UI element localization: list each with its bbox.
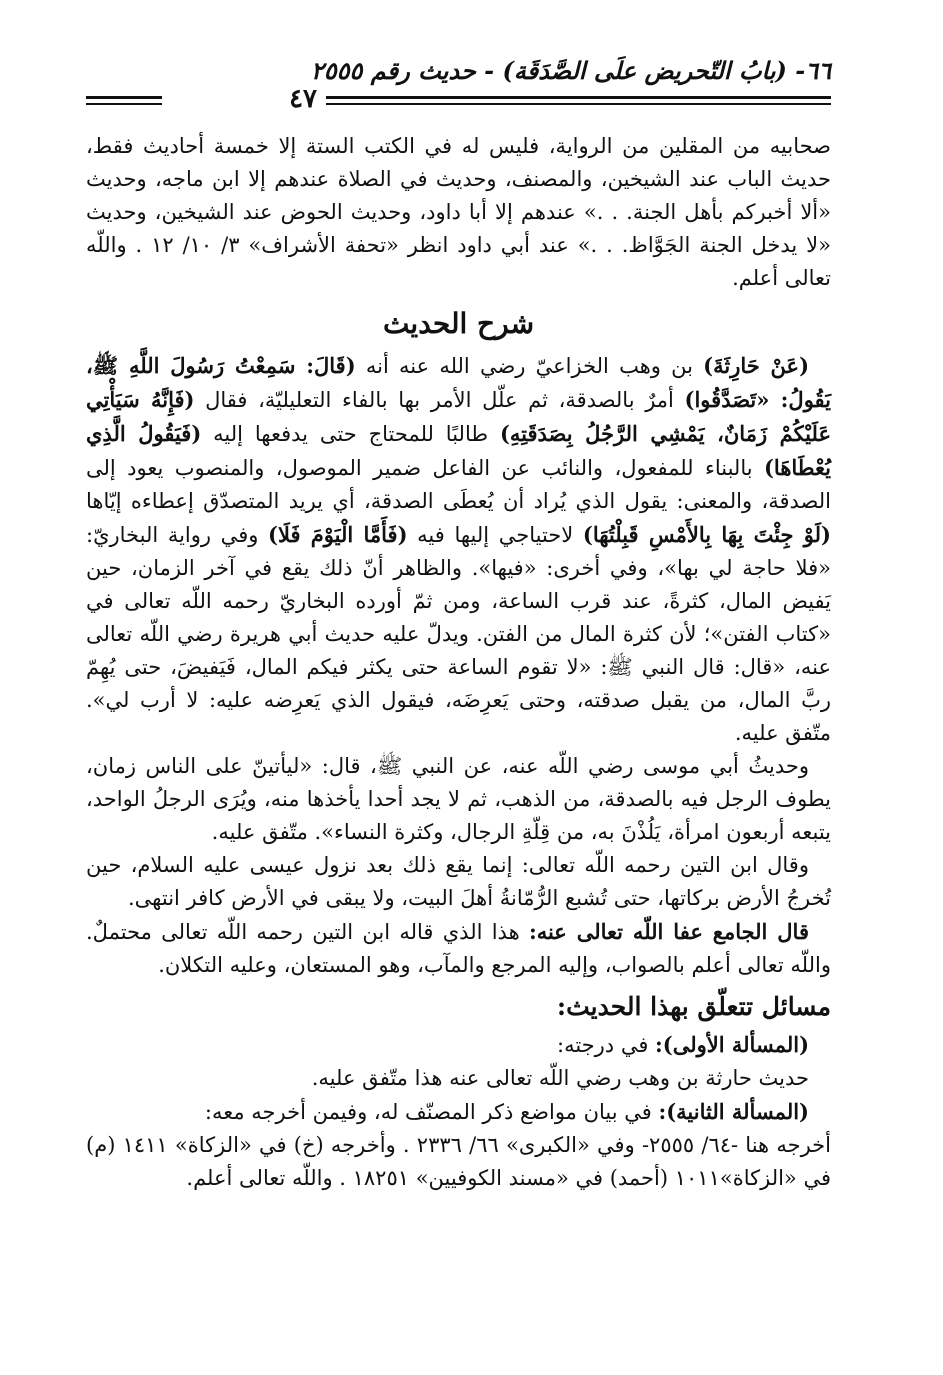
masala-1-topic: في درجته: — [557, 1033, 656, 1057]
running-title: ٦٦- (بابُ التّحريض علَى الصَّدَقَة) - حديث رقم ٢٥٥٥ — [310, 56, 831, 85]
page-body — [86, 130, 831, 1195]
masala-2-body: أخرجه هنا -٦٤/ ٢٥٥٥- وفي «الكبرى» ٦٦/ ٢٣٣٦ . وأخرجه (خ) في «الزكاة» ١٤١١ (م) في «الزكاة»١٠١١ (أحمد) في «مسند الكوفيين» ١٨٢٥١ . واللّه تعالى أعلم. — [86, 1133, 831, 1190]
commentary-segment: بالبناء للمفعول، والنائب عن الفاعل ضمير الموصول، والمنصوب يعود إلى الصدقة، والمعنى: يقول الذي يُراد أن يُعطَى الصدقة، أي يريد المتصدّق إعطاءه إيّاها — [86, 456, 831, 513]
compiler-comment: هذا الذي قاله ابن التين رحمه اللّه تعالى محتملٌ. واللّه تعالى أعلم بالصواب، وإليه المرجع والمآب، وهو المستعان، وعليه التكلان. — [86, 920, 831, 977]
header-rule-thick — [326, 96, 831, 99]
header-rule-left-thin — [86, 103, 162, 105]
sharh-paragraph-3: وقال ابن التين رحمه اللّه تعالى: إنما يقع ذلك بعد نزول عيسى عليه السلام، حين تُخرجُ الأرض بركاتها، حتى تُشبع الرُّمّانةُ أهلَ البيت، ولا يبقى في الأرض كافر انتهى. — [86, 853, 831, 910]
section-heading-sharh: شرح الحديث — [382, 307, 535, 340]
sharh-paragraph-4 — [86, 915, 831, 982]
masala-1-body: حديث حارثة بن وهب رضي اللّه تعالى عنه هذا متّفق عليه. — [311, 1066, 809, 1090]
sharh-paragraph-1 — [86, 349, 831, 750]
commentary-segment: بن وهب الخزاعيّ رضي الله عنه أنه — [355, 354, 704, 378]
masala-1-title — [86, 1028, 831, 1062]
masala-2-title — [86, 1095, 831, 1129]
hadith-quote-segment: (عَنْ حَارِثَةَ) — [703, 353, 810, 378]
header-rule-thin — [326, 103, 831, 105]
masala-2-topic: في بيان مواضع ذكر المصنّف له، وفيمن أخرجه معه: — [204, 1100, 659, 1124]
section-heading-masail: مسائل تتعلّق بهذا الحديث: — [556, 992, 831, 1021]
compiler-label: قال الجامع عفا اللّه تعالى عنه: — [528, 919, 809, 944]
masala-2-label: (المسألة الثانية): — [658, 1099, 809, 1124]
hadith-quote-segment: (لَوْ جِئْتَ بِهَا بِالأَمْسِ قَبِلْتُهَا) — [582, 522, 831, 547]
hadith-quote-segment: (فَيَقُولُ الَّذِي يُعْطَاهَا) — [86, 421, 831, 480]
intro-paragraph: صحابيه من المقلين من الرواية، فليس له في الكتب الستة إلا خمسة أحاديث فقط، حديث الباب عند الشيخين، والمصنف، وحديث في الصلاة عندهم إلا ابن ماجه، وحديث «ألا أخبركم بأهل الجنة. . .» عندهم إلا أبا داود، وحديث الحوض عند الشيخين، وحديث «لا يدخل الجنة الجَوَّاظ. . .» عند أبي داود انظر «تحفة الأشراف» ٣/ ١٠/ ١٢ . واللّه تعالى أعلم. — [86, 134, 831, 290]
masala-1-label: (المسألة الأولى): — [655, 1032, 809, 1057]
hadith-quote-segment: (قَالَ: سَمِعْتُ رَسُولَ اللَّهِ ﷺ، يَقُولُ: «تَصَدَّقُوا) — [86, 353, 832, 412]
commentary-segment: طالبًا للمحتاج حتى يدفعها إليه — [201, 422, 500, 446]
running-header — [86, 52, 831, 116]
page-number: ٤٧ — [289, 84, 317, 114]
hadith-quote-segment: (فَإِنَّهُ سَيَأْتِي عَلَيْكُمْ زَمَانٌ، يَمْشِي الرَّجُلُ بِصَدَقَتِهِ) — [86, 387, 832, 446]
commentary-segment: لاحتياجي إليها فيه — [407, 523, 583, 547]
book-page — [86, 52, 831, 1352]
commentary-segment: أمرٌ بالصدقة، ثم علّل الأمر بها بالفاء التعليليّة، فقال — [194, 388, 685, 412]
header-rule-left-thick — [86, 96, 162, 99]
hadith-quote-segment: (فَأَمَّا الْيَوْمَ فَلَا) — [268, 522, 408, 547]
sharh-paragraph-2: وحديثُ أبي موسى رضي اللّه عنه، عن النبي ﷺ، قال: «ليأتينّ على الناس زمان، يطوف الرجل فيه بالصدقة، من الذهب، ثم لا يجد أحدا يأخذها منه، ويُرَى الرجلُ الواحد، يتبعه أربعون امرأة، يَلُذْنَ به، من قِلّةِ الرجال، وكثرة النساء». متّفق عليه. — [86, 754, 831, 844]
commentary-segment: وفي رواية البخاريّ: «فلا حاجة لي بها»، وفي أخرى: «فيها». والظاهر أنّ ذلك يقع في آخر الزمان، حين يَفيض المال، كثرةً، عند قرب الساعة، ومن ثمّ أورده البخاريّ رحمه اللّه تعالى في «كتاب الفتن»؛ لأن كثرة المال من الفتن. ويدلّ عليه حديث أبي هريرة رضي اللّه تعالى عنه، «قال: قال النبي ﷺ: «لا تقوم الساعة حتى يكثر فيكم المال، فَيَفيضَ، حتى يُهِمّ ربَّ المال، من يقبل صدقته، وحتى يَعرِضَه، فيقول الذي يَعرِضه عليه: لا أرب لي». متّفق عليه. — [86, 523, 831, 745]
